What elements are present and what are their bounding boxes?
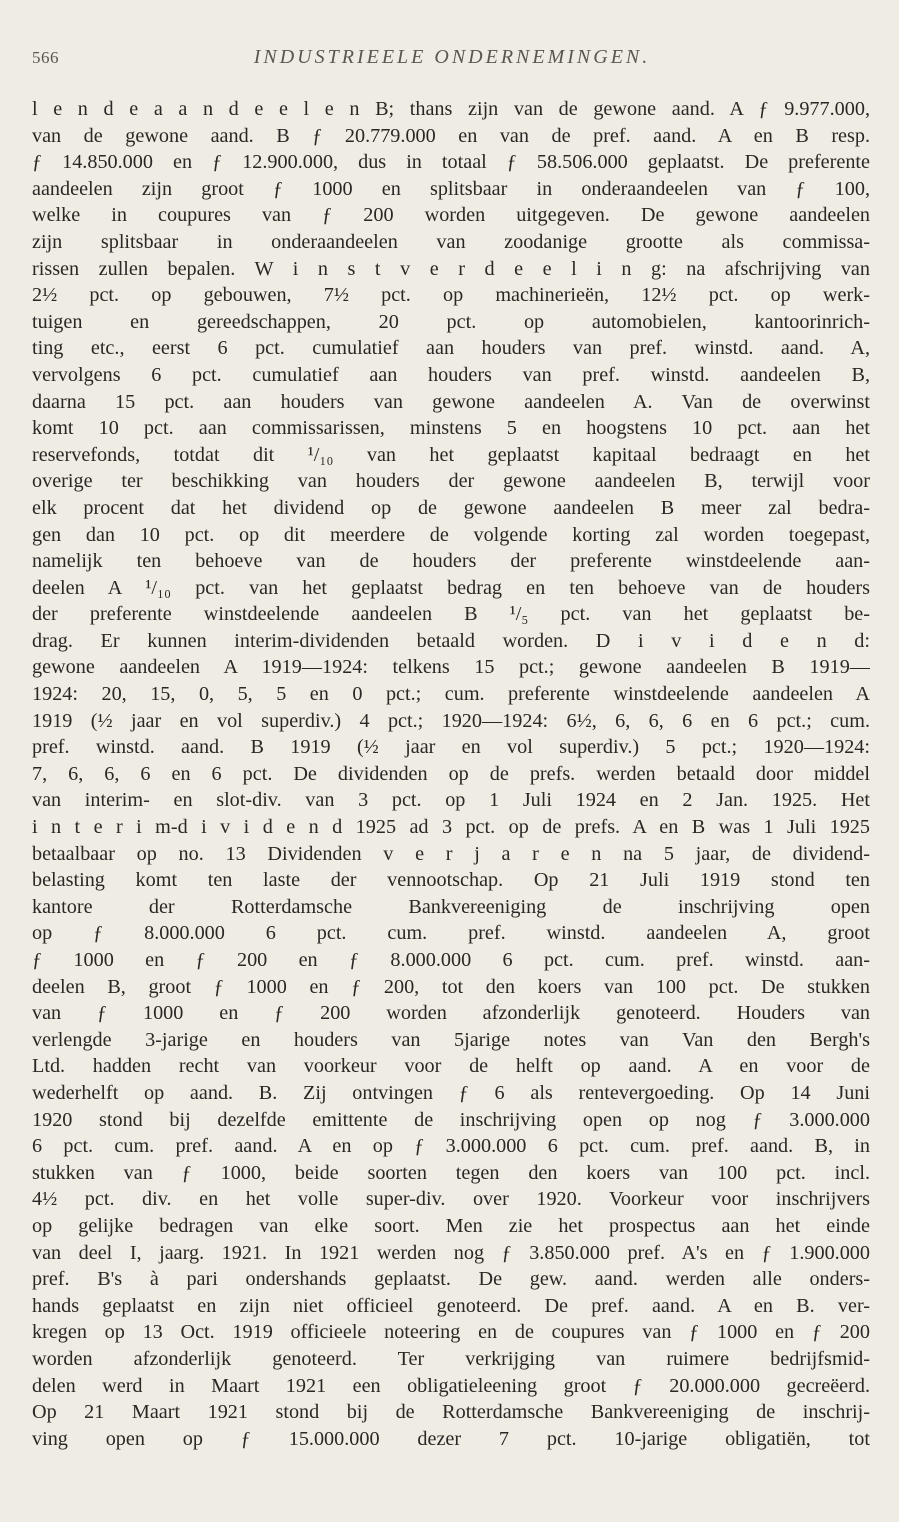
text-line: aandeelen zijn groot ƒ 1000 en splitsbaar in onderaandeelen van ƒ 100, [32, 177, 870, 200]
text-line: pref. B's à pari ondershands geplaatst. De gew. aand. werden alle onders- [32, 1268, 870, 1291]
text-line: 1924: 20, 15, 0, 5, 5 en 0 pct.; cum. preferente winstdeelende aandeelen A [32, 683, 870, 706]
text-line: 1920 stond bij dezelfde emittente de inschrijving open op nog ƒ 3.000.000 [32, 1108, 870, 1131]
text-line: 1919 (½ jaar en vol superdiv.) 4 pct.; 1920—1924: 6½, 6, 6, 6 en 6 pct.; cum. [32, 709, 870, 732]
text-line: 2½ pct. op gebouwen, 7½ pct. op machinerieën, 12½ pct. op werk- [32, 284, 870, 307]
text-line: der preferente winstdeelende aandeelen B ¹/₅ pct. van het geplaatst be- [32, 603, 870, 626]
text-line: pref. winstd. aand. B 1919 (½ jaar en vol superdiv.) 5 pct.; 1920—1924: [32, 736, 870, 759]
text-line: ƒ 1000 en ƒ 200 en ƒ 8.000.000 6 pct. cum. pref. winstd. aan- [32, 949, 870, 971]
text-line: kregen op 13 Oct. 1919 officieele noteering en de coupures van ƒ 1000 en ƒ 200 [32, 1321, 870, 1344]
text-line: deelen B, groot ƒ 1000 en ƒ 200, tot den koers van 100 pct. De stukken [32, 975, 870, 998]
body-text [32, 96, 870, 1452]
text-line: rissen zullen bepalen. W i n s t v e r d e e l i n g: na afschrijving van [32, 257, 870, 280]
text-line: van de gewone aand. B ƒ 20.779.000 en van de pref. aand. A en B resp. [32, 124, 870, 147]
text-line: ƒ 14.850.000 en ƒ 12.900.000, dus in totaal ƒ 58.506.000 geplaatst. De preferente [32, 151, 870, 174]
text-line: l e n d e a a n d e e l e n B; thans zijn van de gewone aand. A ƒ 9.977.000, [32, 98, 870, 120]
text-line: 6 pct. cum. pref. aand. A en op ƒ 3.000.000 6 pct. cum. pref. aand. B, in [32, 1135, 870, 1158]
page-header [32, 46, 872, 80]
text-line: Ltd. hadden recht van voorkeur voor de helft op aand. A en voor de [32, 1055, 870, 1078]
text-line: gewone aandeelen A 1919—1924: telkens 15 pct.; gewone aandeelen B 1919— [32, 656, 870, 679]
text-line: stukken van ƒ 1000, beide soorten tegen den koers van 100 pct. incl. [32, 1161, 870, 1184]
text-line: daarna 15 pct. aan houders van gewone aandeelen A. Van de overwinst [32, 390, 870, 413]
text-line: vervolgens 6 pct. cumulatief aan houders van pref. winstd. aandeelen B, [32, 363, 870, 386]
text-line: verlengde 3-jarige en houders van 5jarige notes van Van den Bergh's [32, 1028, 870, 1051]
text-line: van interim- en slot-div. van 3 pct. op 1 Juli 1924 en 2 Jan. 1925. Het [32, 789, 870, 812]
running-head: INDUSTRIEELE ONDERNEMINGEN. [253, 46, 651, 68]
text-line: hands geplaatst en zijn niet officieel genoteerd. De pref. aand. A en B. ver- [32, 1294, 870, 1317]
text-line: wederhelft op aand. B. Zij ontvingen ƒ 6 als rentevergoeding. Op 14 Juni [32, 1081, 870, 1104]
text-line: op ƒ 8.000.000 6 pct. cum. pref. winstd. aandeelen A, groot [32, 922, 870, 945]
text-line: overige ter beschikking van houders der gewone aandeelen B, terwijl voor [32, 470, 870, 493]
text-line: zijn splitsbaar in onderaandeelen van zoodanige grootte als commissa- [32, 230, 870, 253]
text-line: i n t e r i m-d i v i d e n d 1925 ad 3 pct. op de prefs. A en B was 1 Juli 1925 [32, 816, 870, 839]
text-line: 7, 6, 6, 6 en 6 pct. De dividenden op de prefs. werden betaald door middel [32, 762, 870, 785]
text-line: tuigen en gereedschappen, 20 pct. op automobielen, kantoorinrich- [32, 310, 870, 333]
text-line: delen werd in Maart 1921 een obligatieleening groot ƒ 20.000.000 gecreëerd. [32, 1374, 870, 1397]
text-line: deelen A ¹/₁₀ pct. van het geplaatst bedrag en ten behoeve van de houders [32, 576, 870, 599]
text-line: op gelijke bedragen van elke soort. Men zie het prospectus aan het einde [32, 1214, 870, 1237]
text-line: belasting komt ten laste der vennootschap. Op 21 Juli 1919 stond ten [32, 869, 870, 892]
text-line: elk procent dat het dividend op de gewone aandeelen B meer zal bedra- [32, 496, 870, 519]
text-line: namelijk ten behoeve van de houders der preferente winstdeelende aan- [32, 550, 870, 573]
text-line: komt 10 pct. aan commissarissen, minstens 5 en hoogstens 10 pct. aan het [32, 417, 870, 440]
page-number: 566 [32, 48, 59, 67]
text-line: worden afzonderlijk genoteerd. Ter verkrijging van ruimere bedrijfsmid- [32, 1347, 870, 1370]
text-line: ting etc., eerst 6 pct. cumulatief aan houders van pref. winstd. aand. A, [32, 337, 870, 360]
text-line: van deel I, jaarg. 1921. In 1921 werden nog ƒ 3.850.000 pref. A's en ƒ 1.900.000 [32, 1241, 870, 1264]
text-line: welke in coupures van ƒ 200 worden uitgegeven. De gewone aandeelen [32, 204, 870, 227]
text-line: van ƒ 1000 en ƒ 200 worden afzonderlijk genoteerd. Houders van [32, 1002, 870, 1025]
text-line: betaalbaar op no. 13 Dividenden v e r j a r e n na 5 jaar, de dividend- [32, 842, 870, 865]
text-line: reservefonds, totdat dit ¹/₁₀ van het geplaatst kapitaal bedraagt en het [32, 443, 870, 466]
text-line: drag. Er kunnen interim-dividenden betaald worden. D i v i d e n d: [32, 629, 870, 652]
text-line: kantore der Rotterdamsche Bankvereeniging de inschrijving open [32, 895, 870, 918]
text-line: 4½ pct. div. en het volle super-div. over 1920. Voorkeur voor inschrijvers [32, 1188, 870, 1211]
text-line: ving open op ƒ 15.000.000 dezer 7 pct. 10-jarige obligatiën, tot [32, 1427, 870, 1450]
text-line: Op 21 Maart 1921 stond bij de Rotterdamsche Bankvereeniging de inschrij- [32, 1401, 870, 1424]
text-line: gen dan 10 pct. op dit meerdere de volgende korting zal worden toegepast, [32, 523, 870, 546]
